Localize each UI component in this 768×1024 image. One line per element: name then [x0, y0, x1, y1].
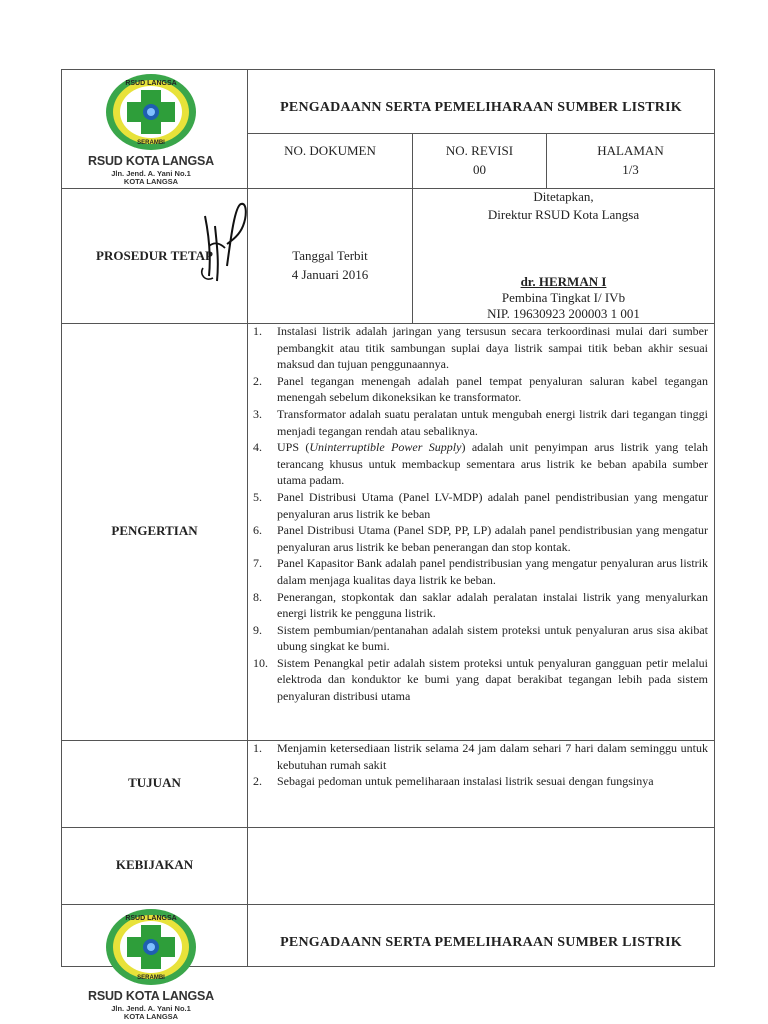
footer-logo-block — [62, 905, 247, 1024]
logo-ring-top-text: RSUD LANGSA — [125, 915, 177, 922]
signer-rank: Pembina Tingkat I/ IVb — [501, 290, 626, 305]
hospital-address-line1: Jln. Jend. A. Yani No.1 — [111, 169, 191, 178]
handwritten-signature — [195, 196, 255, 286]
list-item: 3. Transformator adalah suatu peralatan untuk mengubah energi listrik dari tegangan tinggi menjadi tegangan rendah atau sebaliknya. — [253, 406, 708, 438]
prosedur-tetap-label: PROSEDUR TETAP — [96, 248, 213, 263]
kebijakan-label: KEBIJAKAN — [115, 857, 194, 872]
logo-ring-top-text: RSUD LANGSA — [125, 80, 177, 87]
pengertian-label: PENGERTIAN — [111, 523, 198, 538]
list-item: 7. Panel Kapasitor Bank adalah panel pendistribusian yang mengatur penyaluran arus listrik dalam menjaga kualitas daya listrik ke beban. — [253, 556, 708, 587]
signer-nip: NIP. 19630923 200003 1 001 — [487, 306, 640, 321]
logo-ring-bottom-text: SERAMBI — [137, 975, 165, 981]
list-item: 5. Panel Distribusi Utama (Panel LV-MDP) adalah panel pendistribusian yang mengatur penyaluran arus listrik ke beban — [253, 489, 708, 521]
no-revisi-value: 00 — [473, 162, 486, 177]
list-item: 2. Panel tegangan menengah adalah panel tempat penyaluran saluran kabel tegangan menengah sebelum dikoneksikan ke transformator. — [253, 373, 708, 405]
list-item: 9. Sistem pembumian/pentanahan adalah sistem proteksi untuk penyaluran arus sisa akibat ubung singkat ke bumi. — [253, 622, 708, 654]
footer-hospital-address-line2: KOTA LANGSA — [123, 1012, 179, 1021]
list-item: 1. Instalasi listrik adalah jaringan yang tersusun secara terkoordinasi mulai dari sumber pembangkit atau titik sambungan suplai daya listrik sampai titik beban akhir sesuai maksud dan tujuan penggunaannya. — [253, 324, 708, 372]
direktur-title: Direktur RSUD Kota Langsa — [487, 207, 640, 222]
no-dokumen-label: NO. DOKUMEN — [284, 143, 376, 158]
tujuan-list — [249, 740, 708, 790]
document-title: PENGADAANN SERTA PEMELIHARAAN SUMBER LISTRIK — [280, 100, 682, 115]
logo-ring-bottom-text: SERAMBI — [137, 140, 165, 146]
ditetapkan-text: Ditetapkan, — [533, 189, 594, 204]
list-item: 2. Sebagai pedoman untuk pemeliharaan instalasi listrik sesuai dengan fungsinya — [253, 774, 654, 789]
hospital-address-line2: KOTA LANGSA — [123, 177, 179, 186]
hospital-logo — [62, 907, 247, 987]
footer-hospital-address-line1: Jln. Jend. A. Yani No.1 — [111, 1004, 191, 1013]
list-item: 1. Menjamin ketersediaan listrik selama 24 jam dalam sehari 7 hari dalam seminggu untuk kebutuhan rumah sakit — [253, 741, 708, 772]
footer-document-title: PENGADAANN SERTA PEMELIHARAAN SUMBER LISTRIK — [280, 935, 682, 950]
pengertian-list — [249, 323, 708, 705]
tanggal-terbit-label: Tanggal Terbit — [292, 248, 368, 263]
list-item: 6. Panel Distribusi Utama (Panel SDP, PP, LP) adalah panel pendistribusian yang mengatur penyaluran arus listrik ke beban penerangan dan stop kontak. — [253, 523, 708, 554]
tanggal-terbit-value: 4 Januari 2016 — [291, 267, 369, 282]
list-item: 8. Penerangan, stopkontak dan saklar adalah peralatan instalai listrik yang menyalurkan energi listrik ke pengguna listrik. — [253, 589, 708, 621]
footer-hospital-name: RSUD KOTA LANGSA — [88, 989, 214, 1003]
halaman-label: HALAMAN — [597, 143, 664, 158]
tujuan-label: TUJUAN — [128, 775, 181, 790]
hospital-name: RSUD KOTA LANGSA — [88, 154, 214, 168]
hospital-logo — [62, 72, 247, 152]
list-item: 4. UPS (Uninterruptible Power Supply) adalah unit penyimpan arus listrik yang telah terancang khusus untuk membackup sementara arus listrik ke beban apabila sumber utama padam. — [253, 440, 708, 488]
halaman-value: 1/3 — [622, 162, 639, 177]
list-item: 10. Sistem Penangkal petir adalah sistem proteksi untuk penyaluran gangguan petir melalui elektroda dan konduktor ke bumi yang dapat berakibat tegangan lebih pada sistem penyaluran distribusi utama — [253, 655, 708, 704]
hospital-logo-block — [62, 70, 247, 188]
signer-name: dr. HERMAN I — [520, 274, 607, 289]
no-revisi-label: NO. REVISI — [445, 143, 514, 158]
